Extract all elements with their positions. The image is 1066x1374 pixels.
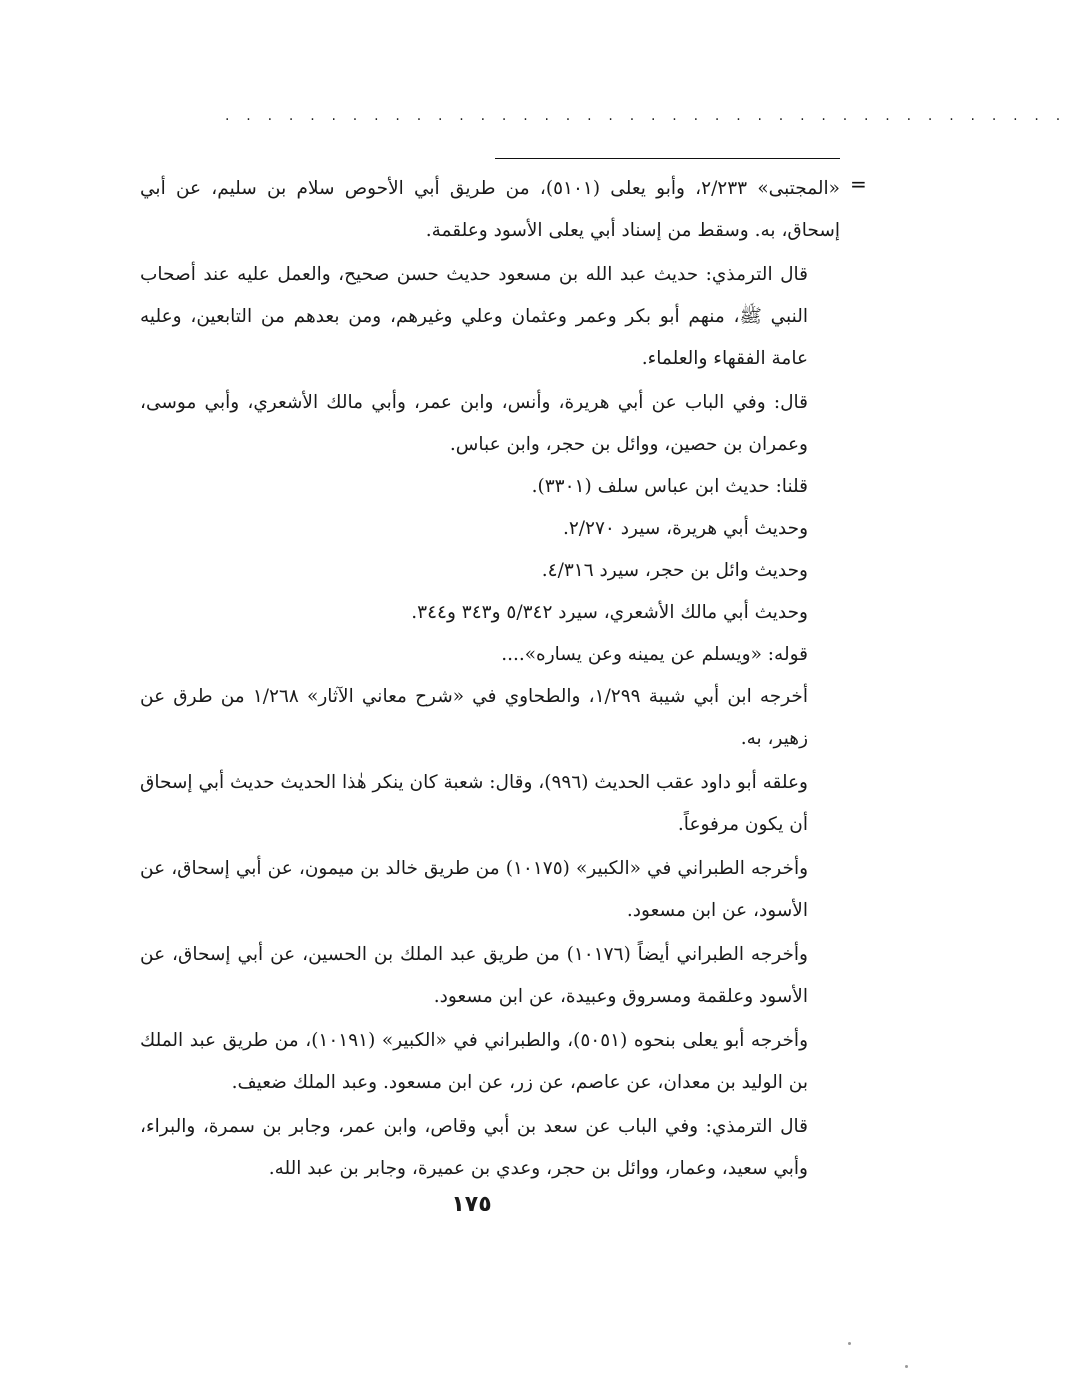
- footnote-rule: [495, 158, 840, 159]
- paragraph-6: وحديث وائل بن حجر، سيرد ٤/٣١٦.: [541, 560, 808, 581]
- footnote-body: [140, 168, 840, 1190]
- paragraph-12: وأخرجه الطبراني أيضاً (١٠١٧٦) من طريق عبد الملك بن الحسين، عن أبي إسحاق، عن الأسود وعلقمة ومسروق وعبيدة، عن ابن مسعود.: [140, 944, 808, 1007]
- continuation-mark: =: [850, 172, 867, 196]
- paragraph-7: وحديث أبي مالك الأشعري، سيرد ٥/٣٤٢ و٣٤٣ و٣٤٤.: [411, 602, 808, 623]
- paragraph-3: قال: وفي الباب عن أبي هريرة، وأنس، وابن عمر، وأبي مالك الأشعري، وأبي موسى، وعمران بن حصين، ووائل بن حجر، وابن عباس.: [140, 392, 808, 455]
- paragraph-13: وأخرجه أبو يعلى بنحوه (٥٠٥١)، والطبراني في «الكبير» (١٠١٩١)، من طريق عبد الملك بن الوليد بن معدان، عن عاصم، عن زر، عن ابن مسعود. وعبد الملك ضعيف.: [140, 1030, 809, 1093]
- paragraph-10: وعلقه أبو داود عقب الحديث (٩٩٦)، وقال: شعبة كان ينكر هٰذا الحديث حديث أبي إسحاق أن يكون مرفوعاً.: [140, 772, 808, 835]
- page-number: ١٧٥: [451, 1192, 492, 1217]
- paragraph-9: أخرجه ابن أبي شيبة ١/٢٩٩، والطحاوي في «شرح معاني الآثار» ١/٢٦٨ من طرق عن زهير، به.: [140, 686, 809, 749]
- paragraph-14: قال الترمذي: وفي الباب عن سعد بن أبي وقاص، وابن عمر، وجابر بن سمرة، والبراء، وأبي سعيد، وعمار، ووائل بن حجر، وعدي بن عميرة، وجابر بن عبد الله.: [140, 1116, 808, 1179]
- paragraph-1: «المجتبى» ٢/٢٣٣، وأبو يعلى (٥١٠١)، من طريق أبي الأحوص سلام بن سليم، عن أبي إسحاق، به. وسقط من إسناد أبي يعلى الأسود وعلقمة.: [140, 178, 840, 241]
- paragraph-5: وحديث أبي هريرة، سيرد ٢/٢٧٠.: [562, 518, 808, 539]
- paragraph-11: وأخرجه الطبراني في «الكبير» (١٠١٧٥) من طريق خالد بن ميمون، عن أبي إسحاق، عن الأسود، عن ابن مسعود.: [140, 858, 809, 921]
- scan-speck: [905, 1365, 908, 1368]
- header-dot-leader: · · · · · · · · · · · · · · · · · · · · · · · · · · · · · · · · · · · · · · · ·: [225, 112, 1066, 128]
- paragraph-4: قلنا: حديث ابن عباس سلف (٣٣٠١).: [531, 476, 808, 497]
- paragraph-8: قوله: «ويسلم عن يمينه وعن يساره»....: [501, 644, 808, 665]
- scan-speck: [848, 1342, 851, 1345]
- paragraph-2: قال الترمذي: حديث عبد الله بن مسعود حديث حسن صحيح، والعمل عليه عند أصحاب النبي ﷺ، منهم أبو بكر وعمر وعثمان وعلي وغيرهم، ومن بعدهم من التابعين، وعليه عامة الفقهاء والعلماء.: [140, 264, 808, 369]
